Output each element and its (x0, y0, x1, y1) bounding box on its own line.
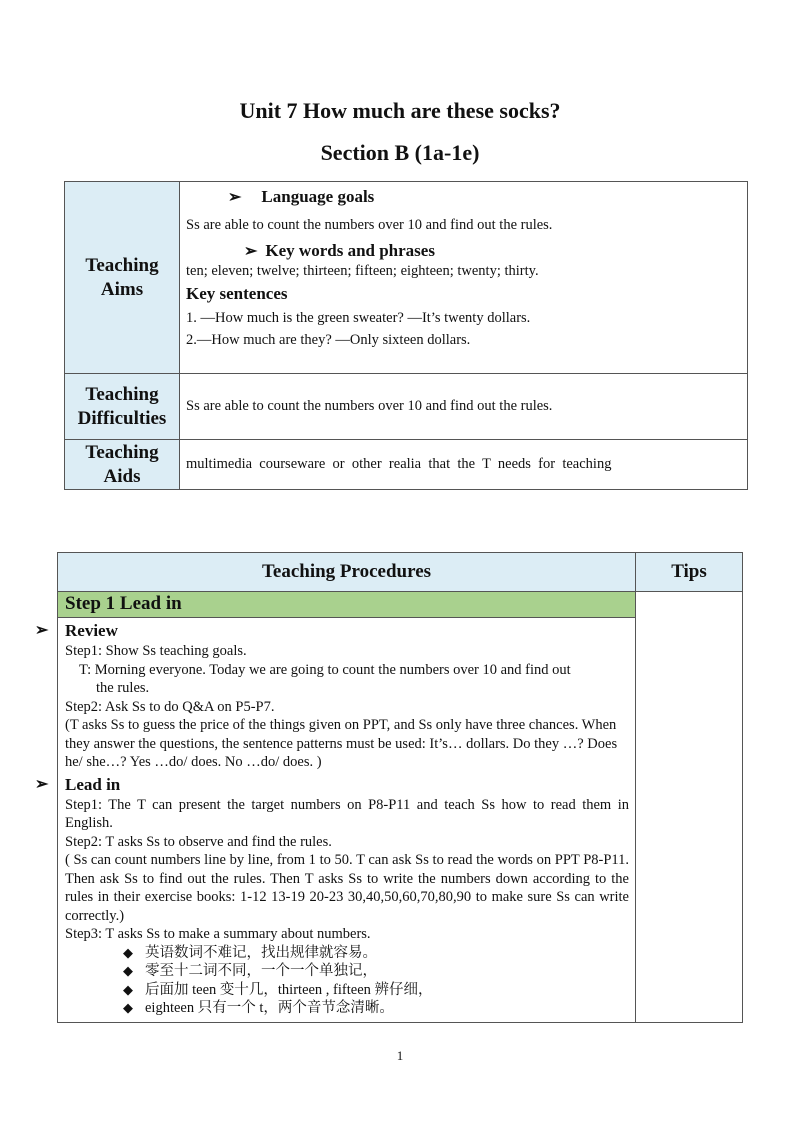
aids-header-line1: Teaching (85, 441, 159, 463)
review-label: Review (65, 621, 118, 640)
rhyme-line (65, 962, 629, 981)
language-goals-heading (186, 184, 741, 210)
rhyme-line (65, 999, 629, 1018)
key-sentences-label: Key sentences (186, 284, 288, 303)
rhyme-line (65, 981, 629, 1000)
key-words-text: ten; eleven; twelve; thirteen; fifteen; eighteen; twenty; thirty. (186, 263, 539, 279)
key-sentence-2: 2.—How much are they? —Only sixteen dollars. (186, 332, 471, 348)
procedures-body (35, 618, 635, 1022)
review-heading (35, 620, 629, 642)
review-line: the rules. (96, 680, 150, 696)
document-subtitle: Section B (1a-1e) (320, 140, 480, 165)
aims-header-cell (65, 182, 180, 374)
rhyme-text: eighteen 只有一个 t，两个音节念清晰。 (145, 1000, 394, 1016)
step1-title-bar: Step 1 Lead in (58, 592, 635, 618)
difficulties-header-line2: Difficulties (77, 407, 167, 429)
teaching-aims-table (64, 181, 748, 490)
aims-header-line1: Teaching (85, 254, 159, 276)
lead-in-heading (35, 774, 629, 796)
page-number: 1 (396, 1048, 404, 1063)
procedures-header: Teaching Procedures (58, 553, 636, 592)
review-line: T: Morning everyone. Today we are going to count the numbers over 10 and find out (79, 661, 571, 678)
tips-cell (636, 592, 743, 1023)
review-line: (T asks Ss to guess the price of the things given on PPT, and Ss only have three chances. When they answer the questions, the sentence patterns must be used: It’s… dollars. Do they …? Does he/ she…? Yes …do/ does. No …do/ does. ) (65, 717, 618, 770)
language-goals-text: Ss are able to count the numbers over 10 and find out the rules. (186, 217, 553, 233)
lead-in-label: Lead in (65, 774, 121, 794)
diamond-bullet-icon: ◆ (123, 1000, 133, 1015)
aids-header-line2: Aids (103, 465, 141, 487)
difficulties-header-cell (65, 374, 180, 440)
rhyme-text: 后面加 teen 变十几，thirteen , fifteen 辨仔细， (145, 981, 433, 998)
lead-in-line: Step1: The T can present the target numbers on P8-P11 and teach Ss how to read them in English. (65, 796, 629, 831)
lead-in-line: Step2: T asks Ss to observe and find the rules. (65, 833, 332, 850)
key-words-label: Key words and phrases (265, 241, 435, 260)
key-sentence-1: 1. —How much is the green sweater? —It’s twenty dollars. (186, 310, 531, 326)
teaching-procedures-table (35, 552, 743, 1023)
review-line: Step1: Show Ss teaching goals. (65, 643, 247, 659)
difficulties-header-line1: Teaching (85, 383, 159, 405)
diamond-bullet-icon: ◆ (123, 981, 133, 997)
arrow-bullet-icon: ➢ (228, 189, 242, 206)
rhyme-text: 零至十二词不同，一个一个单独记， (145, 963, 377, 979)
aims-header-line2: Aims (100, 278, 144, 300)
procedures-content-cell (35, 592, 636, 1023)
rhyme-line (65, 944, 629, 963)
aids-text: multimedia courseware or other realia that the T needs for teaching (180, 440, 748, 490)
document-title: Unit 7 How much are these socks? (239, 98, 561, 123)
arrow-bullet-icon: ➢ (35, 622, 49, 639)
key-words-heading (186, 239, 741, 263)
difficulties-text: Ss are able to count the numbers over 10 and find out the rules. (180, 374, 748, 440)
arrow-bullet-icon: ➢ (244, 243, 258, 260)
diamond-bullet-icon: ◆ (123, 963, 133, 978)
lead-in-line: ( Ss can count numbers line by line, from 1 to 50. T can ask Ss to read the words on PPT P8-P11. Then ask Ss to find out the rules. Then T asks Ss to write the numbers down according to the rules in their exercise books: 1-12 13-19 20-23 30,40,50,60,70,80,90 to make sure Ss can write correctly.) (65, 852, 629, 924)
language-goals-label: Language goals (261, 187, 375, 206)
review-line: Step2: Ask Ss to do Q&A on P5-P7. (65, 698, 275, 715)
aims-content-cell (180, 182, 748, 374)
rhyme-text: 英语数词不难记，找出规律就容易。 (145, 944, 377, 961)
diamond-bullet-icon: ◆ (123, 944, 133, 960)
tips-header: Tips (636, 553, 743, 592)
arrow-bullet-icon: ➢ (35, 775, 49, 793)
lead-in-line: Step3: T asks Ss to make a summary about numbers. (65, 926, 371, 942)
aids-header-cell (65, 440, 180, 490)
